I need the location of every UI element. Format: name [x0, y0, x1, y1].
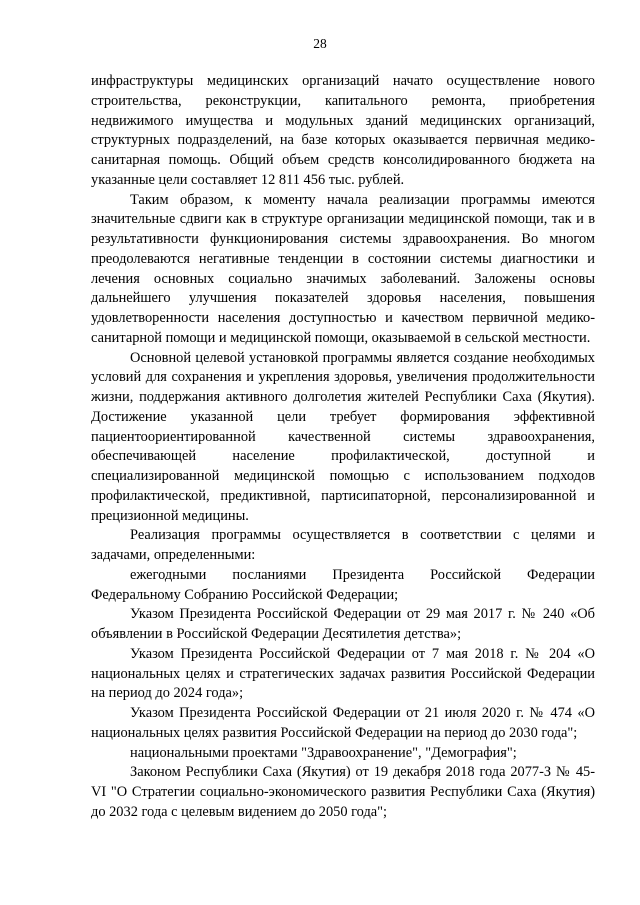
- paragraph-implementation-basis: Реализация программы осуществляется в соответствии с целями и задачами, определенными:: [91, 527, 595, 563]
- paragraph-infrastructure-continuation: инфраструктуры медицинских организаций начато осуществление нового строительства, реконструкции, капитального ремонта, приобретения недвижимого имущества и модульных зданий медицинских организаций, структурных подразделений, на базе которых оказывается первичная медико-санитарная помощь. Общий объем средств консолидированного бюджета на указанные цели составляет 12 811 456 тыс. рублей.: [91, 73, 595, 188]
- list-item-decree-204: Указом Президента Российской Федерации от 7 мая 2018 г. № 204 «О национальных целях и стратегических задачах развития Российской Федерации на период до 2024 года»;: [91, 645, 595, 702]
- document-body: [91, 72, 595, 823]
- list-item-regional-law: Законом Республики Саха (Якутия) от 19 декабря 2018 года 2077-З № 45-VI "О Стратегии социально-экономического развития Республики Саха (Якутия) до 2032 года с целевым видением до 2050 года";: [91, 764, 595, 820]
- list-item-decree-240: Указом Президента Российской Федерации от 29 мая 2017 г. № 240 «Об объявлении в Российской Федерации Десятилетия детства»;: [91, 606, 595, 642]
- list-item-presidential-addresses: ежегодными посланиями Президента Российской Федерации Федеральному Собранию Российской Федерации;: [91, 566, 595, 603]
- paragraph-summary-shifts: Таким образом, к моменту начала реализации программы имеются значительные сдвиги как в структуре организации медицинской помощи, так и в результативности функционирования системы здравоохранения. Во многом преодолеваются негативные тенденции в состоянии системы диагностики и лечения основных социально значимых заболеваний. Заложены основы дальнейшего улучшения показателей здоровья населения, повышения удовлетворенности населения доступностью и качеством первичной медико-санитарной помощи и медицинской помощи, оказываемой в сельской местности.: [91, 191, 595, 346]
- paragraph-program-goal: Основной целевой установкой программы является создание необходимых условий для сохранения и укрепления здоровья, увеличения продолжительности жизни, поддержания активного долголетия жителей Республики Саха (Якутия). Достижение указанной цели требует формирования эффективной пациентоориентированной качественной системы здравоохранения, обеспечивающей население профилактической, доступной и специализированной медицинской помощью с использованием подходов профилактической, предиктивной, партисипаторной, персонализированной и прецизионной медицины.: [91, 349, 595, 524]
- list-item-national-projects: национальными проектами "Здравоохранение", "Демография";: [130, 744, 517, 761]
- page-number: 28: [313, 36, 327, 51]
- list-item-decree-474: Указом Президента Российской Федерации от 21 июля 2020 г. № 474 «О национальных целях развития Российской Федерации на период до 2030 года";: [91, 705, 595, 741]
